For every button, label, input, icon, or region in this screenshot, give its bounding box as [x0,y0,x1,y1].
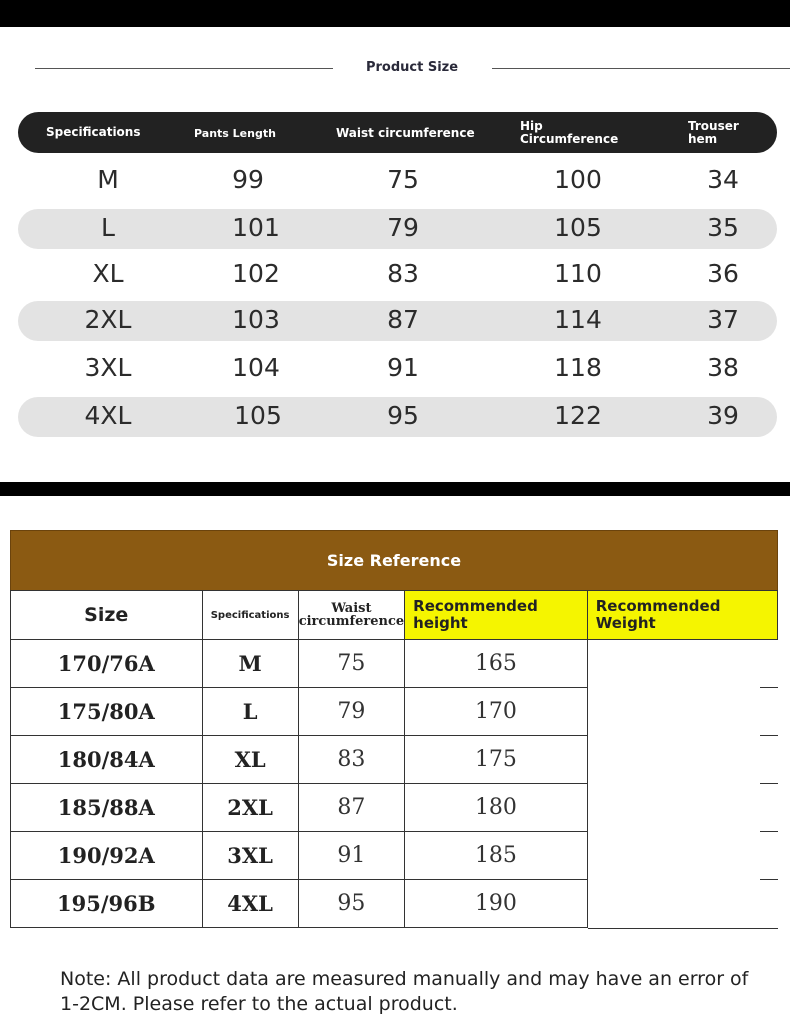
cell-hem: 37 [707,305,739,334]
cell-waist: 91 [298,832,404,880]
table-row [11,688,778,736]
product-size-header [18,112,777,153]
table-row [11,832,778,880]
cell-spec: L [202,688,298,736]
cell-weight [587,640,777,688]
cell-waist: 79 [387,213,419,242]
cell-hip: 118 [554,353,602,382]
cell-pants-length: 99 [232,165,264,194]
cell-pants-length: 104 [232,353,280,382]
cell-spec: M [97,165,119,194]
cell-height: 175 [405,736,588,784]
header-hip-circumference: Hip Circumference [520,119,619,146]
cell-pants-length: 102 [232,259,280,288]
cell-spec: L [101,213,115,242]
cell-hip: 122 [554,401,602,430]
cell-waist: 91 [387,353,419,382]
cell-height: 180 [405,784,588,832]
title-rule-left [35,68,333,69]
cell-spec: 4XL [202,880,298,928]
header-specifications: Specifications [46,125,141,139]
cell-weight [587,880,777,928]
cell-waist: 79 [298,688,404,736]
header-recommended-weight: Recommended Weight [587,591,777,640]
cell-hip: 100 [554,165,602,194]
table-row [11,880,778,928]
cell-waist: 75 [298,640,404,688]
cell-hem: 36 [707,259,739,288]
cell-spec: M [202,640,298,688]
cell-spec: XL [92,259,124,288]
product-size-row [18,349,777,389]
table-row [11,784,778,832]
size-reference-table [10,590,778,928]
cell-pants-length: 105 [234,401,282,430]
cell-height: 190 [405,880,588,928]
product-size-row [18,255,777,295]
cell-size: 170/76A [11,640,203,688]
cell-spec: 4XL [84,401,132,430]
product-size-row [18,209,777,249]
cell-hem: 34 [707,165,739,194]
cell-size: 185/88A [11,784,203,832]
cell-pants-length: 101 [232,213,280,242]
row-divider-tick [760,831,778,832]
header-trouser-hem: Trouser hem [688,119,739,146]
cell-waist: 83 [298,736,404,784]
row-divider-tick [760,783,778,784]
cell-weight [587,784,777,832]
cell-hip: 114 [554,305,602,334]
cell-height: 170 [405,688,588,736]
header-waist-circumference: Waist circumference [336,126,475,140]
cell-size: 180/84A [11,736,203,784]
cell-spec: 3XL [202,832,298,880]
cell-waist: 83 [387,259,419,288]
size-reference-title: Size Reference [10,530,778,591]
product-size-row [18,301,777,341]
cell-weight [587,736,777,784]
header-recommended-height: Recommended height [405,591,588,640]
cell-waist: 95 [387,401,419,430]
cell-spec: 3XL [84,353,132,382]
cell-spec: 2XL [202,784,298,832]
cell-hip: 105 [554,213,602,242]
cell-waist: 75 [387,165,419,194]
cell-size: 175/80A [11,688,203,736]
middle-black-band [0,482,790,496]
header-pants-length: Pants Length [194,127,276,140]
cell-hem: 35 [707,213,739,242]
table-bottom-rule [588,928,778,929]
header-size: Size [11,591,203,640]
cell-waist: 87 [298,784,404,832]
row-divider-tick [760,687,778,688]
cell-hem: 38 [707,353,739,382]
row-divider-tick [760,879,778,880]
row-divider-tick [760,735,778,736]
cell-spec: XL [202,736,298,784]
cell-weight [587,688,777,736]
cell-hip: 110 [554,259,602,288]
title-rule-right [492,68,790,69]
cell-size: 195/96B [11,880,203,928]
cell-height: 185 [405,832,588,880]
table-row [11,736,778,784]
cell-height: 165 [405,640,588,688]
product-size-title-row [0,58,790,80]
cell-size: 190/92A [11,832,203,880]
product-size-row [18,161,777,201]
product-size-row [18,397,777,437]
cell-spec: 2XL [84,305,132,334]
cell-waist: 95 [298,880,404,928]
measurement-note: Note: All product data are measured manually and may have an error of 1-2CM. Please refer to the actual product. [60,968,749,1015]
header-waist-circumference: Waist circumference [298,591,404,640]
top-black-band [0,0,790,27]
cell-weight [587,832,777,880]
cell-hem: 39 [707,401,739,430]
header-specifications: Specifications [202,591,298,640]
cell-pants-length: 103 [232,305,280,334]
table-row [11,640,778,688]
product-size-title: Product Size [365,60,459,75]
table-header-row [11,591,778,640]
cell-waist: 87 [387,305,419,334]
